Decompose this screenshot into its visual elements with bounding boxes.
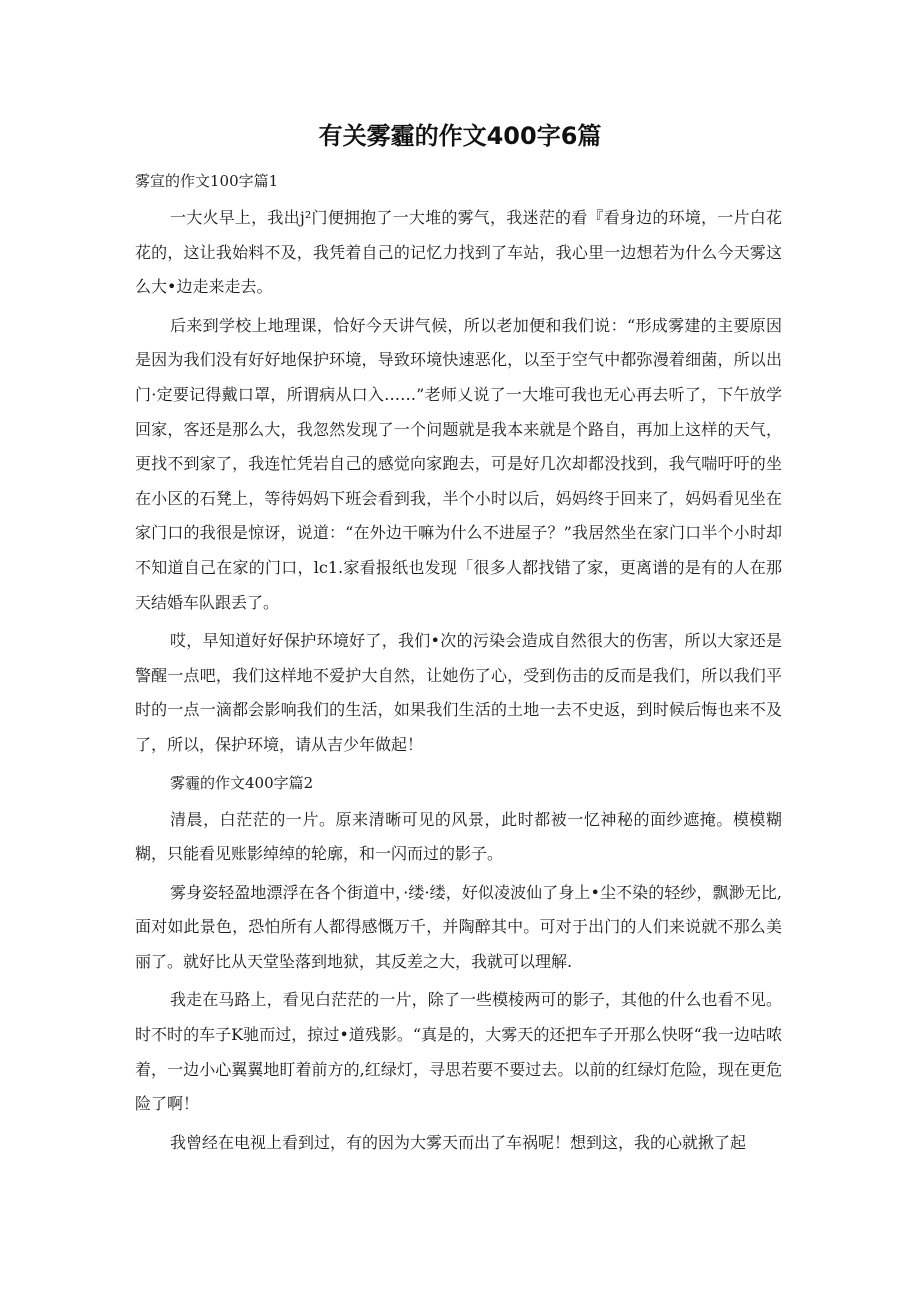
paragraph: 雾身姿轻盈地漂浮在各个街道中，·缕·缕，好似凌波仙了身上•尘不染的轻纱，飘渺无比,面对如此景色，恐怕所有人都得感慨万千，并陶醉其中。可对于出门的人们来说就不那么美丽了。就好比从天堂坠落到地狱，其反差之大，我就可以理解. xyxy=(135,882,782,971)
paragraph: 一大火早上，我出j²门便拥抱了一大堆的雾气，我迷茫的看『看身边的环境，一片白花花的，这让我始料不及，我凭着自己的记忆力找到了车站，我心里一边想若为什么今天雾这么大•边走来走去。 xyxy=(135,208,782,297)
document-title: 有关雾霾的作文400字6篇 xyxy=(318,122,602,150)
paragraph: 我走在马路上，看见白茫茫的一片，除了一些模棱两可的影子，其他的什么也看不见。时不时的车子K驰而过，掠过•道残影。“真是的，大雾天的还把车子开那么快呀“我一边咕哝着，一边小心翼翼地盯着前方的,红绿灯，寻思若要不要过去。以前的红绿灯危险，现在更危险了啊！ xyxy=(135,990,782,1114)
document-body xyxy=(135,165,782,1164)
section-heading-1: 雾宣的作文100字篇1 xyxy=(135,172,279,190)
paragraph: 后来到学校上地理课，恰好今天讲气候，所以老加便和我们说：“形成雾建的主要原因是因为我们没有好好地保护环境，导致环境快速恶化，以至于空气中都弥漫着细菌，所以出门·定要记得戴口罩，所谓病从口入……”老师乂说了一大堆可我也无心再去听了，下午放学回家，客还是那么大，我忽然发现了一个问题就是我本来就是个路自，再加上这样的天气，更找不到家了，我连忙凭岩自己的感觉向家跑去，可是好几次却都没找到，我气喘吁吁的坐在小区的石凳上，等待妈妈下班会看到我，半个小时以后，妈妈终于回来了，妈妈看见坐在家门口的我很是惊讶，说道：“在外边干嘛为什么不进屋子？”我居然坐在家门口半个小时却不知道自己在家的门口，lc1.家看报纸也发现「很多人都找错了家，更离谱的是有的人在那天结婚车队跟丢了。 xyxy=(135,315,782,612)
paragraph: 我曾经在电视上看到过，有的因为大雾天而出了车祸呢！想到这，我的心就揪了起 xyxy=(170,1132,747,1152)
paragraph: 哎，早知道好好保护环境好了，我们•次的污染会造成自然很大的伤害，所以大家还是警醒一点吧，我们这样地不爱护大自然，让她伤了心，受到伤击的反而是我们，所以我们平时的一点一滴都会影响我们的生活，如果我们生活的土地一去不史返，到时候后悔也来不及了，所以，保护环境，请从吉少年做起！ xyxy=(135,631,782,754)
paragraph: 清晨，白茫茫的一片。原来清晰可见的风景，此时都被一忆神秘的面纱遮掩。模模糊糊，只能看见账影绰绰的轮廓，和一闪而过的影子。 xyxy=(135,809,782,864)
section-heading-2: 雾霾的作文400字篇2 xyxy=(170,773,314,792)
